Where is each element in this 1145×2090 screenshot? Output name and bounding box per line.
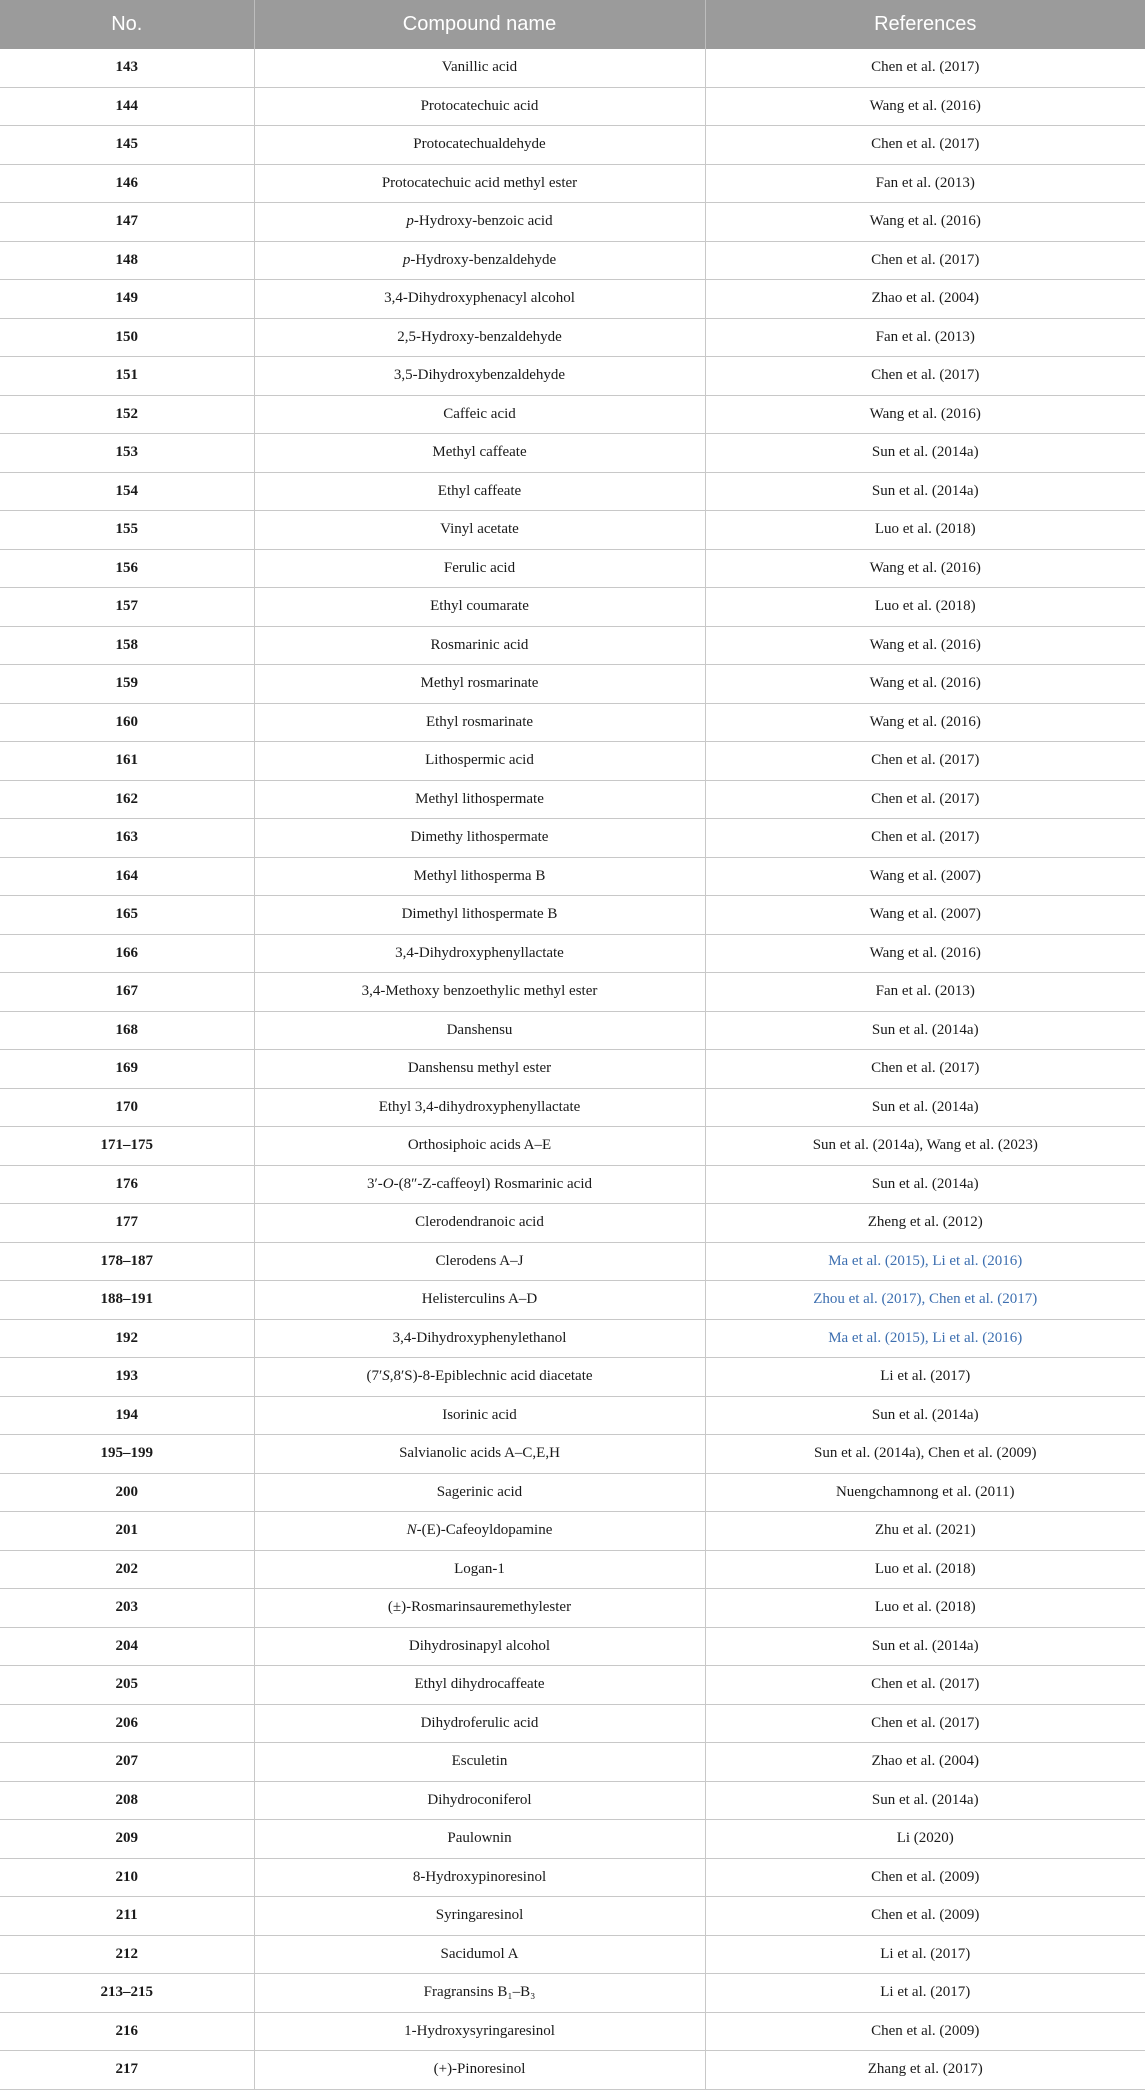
compound-number: 209 <box>0 1820 254 1859</box>
compound-name <box>254 126 705 165</box>
compound-number: 157 <box>0 588 254 627</box>
compound-number: 153 <box>0 434 254 473</box>
compound-name <box>254 703 705 742</box>
reference: Chen et al. (2009) <box>705 1858 1145 1897</box>
reference: Wang et al. (2007) <box>705 896 1145 935</box>
reference: Fan et al. (2013) <box>705 973 1145 1012</box>
compound-name-post: Sagerinic acid <box>436 1483 523 1500</box>
compound-name <box>254 1242 705 1281</box>
reference: Wang et al. (2016) <box>705 87 1145 126</box>
compound-number: 150 <box>0 318 254 357</box>
table-row <box>0 1435 1145 1474</box>
compound-name-it: O <box>382 1175 394 1192</box>
compound-name-post: Danshensu <box>446 1021 513 1038</box>
reference: Chen et al. (2017) <box>705 742 1145 781</box>
compound-name <box>254 511 705 550</box>
compound-number: 170 <box>0 1088 254 1127</box>
compound-number: 149 <box>0 280 254 319</box>
table-row <box>0 164 1145 203</box>
compound-name-post: Logan-1 <box>454 1560 505 1577</box>
compound-name-post: 3,4-Dihydroxyphenyllactate <box>395 944 564 961</box>
table-row <box>0 1396 1145 1435</box>
compound-name <box>254 1666 705 1705</box>
reference: Zhao et al. (2004) <box>705 280 1145 319</box>
compound-name-post: Fragransins B₁–B₃ <box>423 1984 536 2001</box>
table-row <box>0 511 1145 550</box>
compound-name <box>254 1473 705 1512</box>
compound-number: 169 <box>0 1050 254 1089</box>
compound-name <box>254 819 705 858</box>
table-row <box>0 2012 1145 2051</box>
table-row <box>0 1319 1145 1358</box>
compound-name <box>254 87 705 126</box>
table-row <box>0 1088 1145 1127</box>
table-row <box>0 973 1145 1012</box>
compound-name <box>254 1858 705 1897</box>
compound-name <box>254 2012 705 2051</box>
compound-name-post: Orthosiphoic acids A–E <box>407 1137 552 1154</box>
compound-name-post: Methyl lithospermate <box>415 790 544 807</box>
compound-name-post: Protocatechuic acid methyl ester <box>381 174 578 191</box>
table-row <box>0 1858 1145 1897</box>
table-row <box>0 2051 1145 2090</box>
table-row <box>0 1242 1145 1281</box>
table-row <box>0 49 1145 87</box>
compound-name <box>254 1627 705 1666</box>
table-row <box>0 857 1145 896</box>
compound-name <box>254 472 705 511</box>
table-row <box>0 665 1145 704</box>
table-row <box>0 126 1145 165</box>
compound-name-it: p <box>402 251 411 268</box>
table-row <box>0 1704 1145 1743</box>
compound-name-post: Ethyl rosmarinate <box>425 713 534 730</box>
compound-name-post: Protocatechuic acid <box>420 97 539 114</box>
compound-name-pre: 3′- <box>366 1175 383 1192</box>
reference: Sun et al. (2014a), Chen et al. (2009) <box>705 1435 1145 1474</box>
reference: Sun et al. (2014a), Wang et al. (2023) <box>705 1127 1145 1166</box>
compound-name-post: Salvianolic acids A–C,E,H <box>399 1445 560 1462</box>
compound-number: 145 <box>0 126 254 165</box>
compound-name <box>254 1820 705 1859</box>
compound-name-post: (±)-Rosmarinsauremethylester <box>387 1599 572 1616</box>
compound-name <box>254 318 705 357</box>
compound-name-post: Ethyl 3,4-dihydroxyphenyllactate <box>378 1098 581 1115</box>
compound-number: 171–175 <box>0 1127 254 1166</box>
compound-name-post: Rosmarinic acid <box>430 636 529 653</box>
compound-name-post: Ethyl dihydrocaffeate <box>414 1676 545 1693</box>
compound-number: 168 <box>0 1011 254 1050</box>
reference: Sun et al. (2014a) <box>705 1781 1145 1820</box>
compound-name-it: p <box>406 213 414 230</box>
compound-name-post: 2,5-Hydroxy-benzaldehyde <box>397 328 562 345</box>
compound-number: 203 <box>0 1589 254 1628</box>
table-row <box>0 934 1145 973</box>
reference: Sun et al. (2014a) <box>705 1088 1145 1127</box>
compound-name-post: Isorinic acid <box>442 1406 517 1423</box>
table-row <box>0 549 1145 588</box>
compound-name <box>254 1319 705 1358</box>
compound-number: 161 <box>0 742 254 781</box>
compound-number: 144 <box>0 87 254 126</box>
compound-number: 160 <box>0 703 254 742</box>
compound-name <box>254 1358 705 1397</box>
compound-number: 193 <box>0 1358 254 1397</box>
reference: Nuengchamnong et al. (2011) <box>705 1473 1145 1512</box>
compound-name-post: Methyl rosmarinate <box>420 675 539 692</box>
reference: Luo et al. (2018) <box>705 1589 1145 1628</box>
compound-name <box>254 626 705 665</box>
compound-name <box>254 2051 705 2090</box>
reference: Wang et al. (2016) <box>705 703 1145 742</box>
compound-name <box>254 357 705 396</box>
compound-number: 216 <box>0 2012 254 2051</box>
compound-name-post: Vinyl acetate <box>440 521 519 538</box>
compound-number: 211 <box>0 1897 254 1936</box>
reference: Chen et al. (2009) <box>705 1897 1145 1936</box>
compound-name <box>254 280 705 319</box>
compound-name <box>254 742 705 781</box>
table-row <box>0 703 1145 742</box>
compound-name-post: Danshensu methyl ester <box>407 1060 552 1077</box>
table-row <box>0 626 1145 665</box>
compound-number: 146 <box>0 164 254 203</box>
compound-number: 210 <box>0 1858 254 1897</box>
compound-number: 165 <box>0 896 254 935</box>
compound-name <box>254 665 705 704</box>
compound-name-post: 3,5-Dihydroxybenzaldehyde <box>393 367 566 384</box>
header-references: References <box>705 0 1145 49</box>
compound-name <box>254 1435 705 1474</box>
compound-name <box>254 1974 705 2013</box>
compound-name <box>254 857 705 896</box>
table-row <box>0 1627 1145 1666</box>
compound-name <box>254 1204 705 1243</box>
compound-name-post: -Hydroxy-benzoic acid <box>413 213 553 230</box>
reference: Chen et al. (2017) <box>705 819 1145 858</box>
compound-number: 163 <box>0 819 254 858</box>
compound-name-post: -(E)-Cafeoyldopamine <box>416 1522 553 1539</box>
compound-name-post: Ferulic acid <box>443 559 516 576</box>
compound-name-post: 1-Hydroxysyringaresinol <box>404 2022 555 2039</box>
compound-name-it: N <box>406 1522 417 1539</box>
compound-number: 158 <box>0 626 254 665</box>
reference-link[interactable]: Ma et al. (2015), Li et al. (2016) <box>705 1242 1145 1281</box>
table-row <box>0 742 1145 781</box>
compound-name-post: Ethyl coumarate <box>430 598 529 615</box>
compound-name-post: Lithospermic acid <box>425 752 534 769</box>
compound-number: 166 <box>0 934 254 973</box>
compound-name-post: ,8′S)-8-Epiblechnic acid diacetate <box>389 1368 593 1385</box>
compound-number: 164 <box>0 857 254 896</box>
compound-number: 159 <box>0 665 254 704</box>
compound-name-post: 3,4-Dihydroxyphenacyl alcohol <box>384 290 575 307</box>
compound-number: 147 <box>0 203 254 242</box>
table-row <box>0 1204 1145 1243</box>
compound-name <box>254 1589 705 1628</box>
compound-name <box>254 49 705 87</box>
compound-number: 195–199 <box>0 1435 254 1474</box>
compound-name <box>254 1550 705 1589</box>
compound-name-post: (+)-Pinoresinol <box>433 2061 526 2078</box>
compound-number: 143 <box>0 49 254 87</box>
table-row <box>0 1127 1145 1166</box>
reference: Fan et al. (2013) <box>705 318 1145 357</box>
compound-name-post: Esculetin <box>451 1753 508 1770</box>
compound-name-post: Dihydroconiferol <box>427 1791 532 1808</box>
compound-name-it: S <box>382 1368 390 1385</box>
reference: Chen et al. (2017) <box>705 126 1145 165</box>
compound-name-post: Dihydrosinapyl alcohol <box>408 1637 551 1654</box>
table-row <box>0 1781 1145 1820</box>
compound-name-post: Dihydroferulic acid <box>420 1714 539 1731</box>
reference: Luo et al. (2018) <box>705 1550 1145 1589</box>
reference: Sun et al. (2014a) <box>705 1011 1145 1050</box>
reference: Sun et al. (2014a) <box>705 434 1145 473</box>
compound-number: 178–187 <box>0 1242 254 1281</box>
compound-name <box>254 1165 705 1204</box>
compound-name <box>254 395 705 434</box>
table-row <box>0 434 1145 473</box>
compound-name-post: Caffeic acid <box>443 405 516 422</box>
table-row <box>0 1743 1145 1782</box>
compound-name-post: Protocatechualdehyde <box>413 136 546 153</box>
compound-name-post: Dimethy lithospermate <box>410 829 549 846</box>
table-row <box>0 1666 1145 1705</box>
compound-name-post: Methyl caffeate <box>432 444 527 461</box>
compound-name-post: Ethyl caffeate <box>437 482 522 499</box>
compound-name-post: Syringaresinol <box>435 1907 524 1924</box>
compound-number: 162 <box>0 780 254 819</box>
compound-name <box>254 973 705 1012</box>
compound-name <box>254 1704 705 1743</box>
compound-number: 200 <box>0 1473 254 1512</box>
compound-name <box>254 1396 705 1435</box>
compound-name-post: -(8″-Z-caffeoyl) Rosmarinic acid <box>393 1175 592 1192</box>
compound-name-post: Clerodendranoic acid <box>415 1214 544 1231</box>
reference: Chen et al. (2017) <box>705 357 1145 396</box>
table-row <box>0 1050 1145 1089</box>
compound-name <box>254 549 705 588</box>
compound-number: 208 <box>0 1781 254 1820</box>
compound-number: 207 <box>0 1743 254 1782</box>
reference: Chen et al. (2017) <box>705 49 1145 87</box>
compound-name <box>254 164 705 203</box>
reference: Zhang et al. (2017) <box>705 2051 1145 2090</box>
reference: Chen et al. (2017) <box>705 1704 1145 1743</box>
table-row <box>0 1512 1145 1551</box>
compound-number: 154 <box>0 472 254 511</box>
table-row <box>0 357 1145 396</box>
reference: Chen et al. (2017) <box>705 241 1145 280</box>
reference: Li et al. (2017) <box>705 1935 1145 1974</box>
compound-number: 152 <box>0 395 254 434</box>
compound-name <box>254 1781 705 1820</box>
compound-name <box>254 588 705 627</box>
compound-name <box>254 934 705 973</box>
compound-name <box>254 1050 705 1089</box>
compound-number: 194 <box>0 1396 254 1435</box>
table-row <box>0 241 1145 280</box>
table-row <box>0 1011 1145 1050</box>
compound-number: 188–191 <box>0 1281 254 1320</box>
reference: Li et al. (2017) <box>705 1358 1145 1397</box>
reference: Li et al. (2017) <box>705 1974 1145 2013</box>
table-row <box>0 780 1145 819</box>
compound-name <box>254 1743 705 1782</box>
reference: Luo et al. (2018) <box>705 588 1145 627</box>
table-row <box>0 395 1145 434</box>
compound-name <box>254 1011 705 1050</box>
reference: Wang et al. (2016) <box>705 395 1145 434</box>
compound-name-post: 3,4-Methoxy benzoethylic methyl ester <box>361 983 598 1000</box>
table-row <box>0 87 1145 126</box>
compound-number: 176 <box>0 1165 254 1204</box>
table-row <box>0 1165 1145 1204</box>
compound-name-post: Sacidumol A <box>440 1945 519 1962</box>
table-row <box>0 588 1145 627</box>
reference: Sun et al. (2014a) <box>705 1627 1145 1666</box>
compound-name-post: Paulownin <box>447 1830 512 1847</box>
reference: Wang et al. (2016) <box>705 549 1145 588</box>
compound-number: 205 <box>0 1666 254 1705</box>
compound-name-pre: (7′ <box>366 1368 383 1385</box>
compound-number: 212 <box>0 1935 254 1974</box>
compound-name-post: Dimethyl lithospermate B <box>401 906 558 923</box>
compound-name-post: Methyl lithosperma B <box>413 867 546 884</box>
table-row <box>0 896 1145 935</box>
reference: Zhu et al. (2021) <box>705 1512 1145 1551</box>
compound-number: 206 <box>0 1704 254 1743</box>
header-compound-name: Compound name <box>254 0 705 49</box>
compound-name-post: 3,4-Dihydroxyphenylethanol <box>392 1329 567 1346</box>
table-row <box>0 1281 1145 1320</box>
reference: Chen et al. (2009) <box>705 2012 1145 2051</box>
table-row <box>0 203 1145 242</box>
reference: Sun et al. (2014a) <box>705 1396 1145 1435</box>
compound-name-post: Vanillic acid <box>441 59 518 76</box>
reference: Fan et al. (2013) <box>705 164 1145 203</box>
compound-name-post: 8-Hydroxypinoresinol <box>412 1868 547 1885</box>
compound-name <box>254 896 705 935</box>
table-row <box>0 280 1145 319</box>
compound-name <box>254 434 705 473</box>
reference: Chen et al. (2017) <box>705 1666 1145 1705</box>
compound-number: 217 <box>0 2051 254 2090</box>
compound-number: 148 <box>0 241 254 280</box>
table-row <box>0 1550 1145 1589</box>
compound-number: 167 <box>0 973 254 1012</box>
reference: Wang et al. (2016) <box>705 934 1145 973</box>
table-row <box>0 1897 1145 1936</box>
compound-number: 151 <box>0 357 254 396</box>
reference: Wang et al. (2016) <box>705 626 1145 665</box>
reference-link[interactable]: Zhou et al. (2017), Chen et al. (2017) <box>705 1281 1145 1320</box>
table-row <box>0 819 1145 858</box>
reference: Chen et al. (2017) <box>705 780 1145 819</box>
compound-number: 213–215 <box>0 1974 254 2013</box>
compound-number: 192 <box>0 1319 254 1358</box>
compound-number: 155 <box>0 511 254 550</box>
reference: Luo et al. (2018) <box>705 511 1145 550</box>
compound-number: 204 <box>0 1627 254 1666</box>
compound-name <box>254 1281 705 1320</box>
compound-number: 202 <box>0 1550 254 1589</box>
compound-number: 156 <box>0 549 254 588</box>
header-row <box>0 0 1145 49</box>
compound-number: 201 <box>0 1512 254 1551</box>
reference: Sun et al. (2014a) <box>705 1165 1145 1204</box>
compound-name <box>254 241 705 280</box>
table-row <box>0 1358 1145 1397</box>
reference: Li (2020) <box>705 1820 1145 1859</box>
compound-name <box>254 1088 705 1127</box>
header-no: No. <box>0 0 254 49</box>
compound-name <box>254 1127 705 1166</box>
reference: Sun et al. (2014a) <box>705 472 1145 511</box>
reference: Wang et al. (2016) <box>705 665 1145 704</box>
table-row <box>0 1589 1145 1628</box>
reference: Zheng et al. (2012) <box>705 1204 1145 1243</box>
table-row <box>0 1473 1145 1512</box>
compound-name <box>254 1935 705 1974</box>
table-row <box>0 472 1145 511</box>
compound-name-post: -Hydroxy-benzaldehyde <box>410 251 557 268</box>
reference: Chen et al. (2017) <box>705 1050 1145 1089</box>
reference: Zhao et al. (2004) <box>705 1743 1145 1782</box>
table-row <box>0 1935 1145 1974</box>
compound-name <box>254 1897 705 1936</box>
table-row <box>0 318 1145 357</box>
reference: Wang et al. (2016) <box>705 203 1145 242</box>
compound-name-post: Clerodens A–J <box>435 1252 524 1269</box>
reference-link[interactable]: Ma et al. (2015), Li et al. (2016) <box>705 1319 1145 1358</box>
table-row <box>0 1974 1145 2013</box>
compound-name <box>254 1512 705 1551</box>
table-row <box>0 1820 1145 1859</box>
compound-name-post: Helisterculins A–D <box>421 1291 538 1308</box>
compound-number: 177 <box>0 1204 254 1243</box>
reference: Wang et al. (2007) <box>705 857 1145 896</box>
compound-name <box>254 780 705 819</box>
compound-name <box>254 203 705 242</box>
